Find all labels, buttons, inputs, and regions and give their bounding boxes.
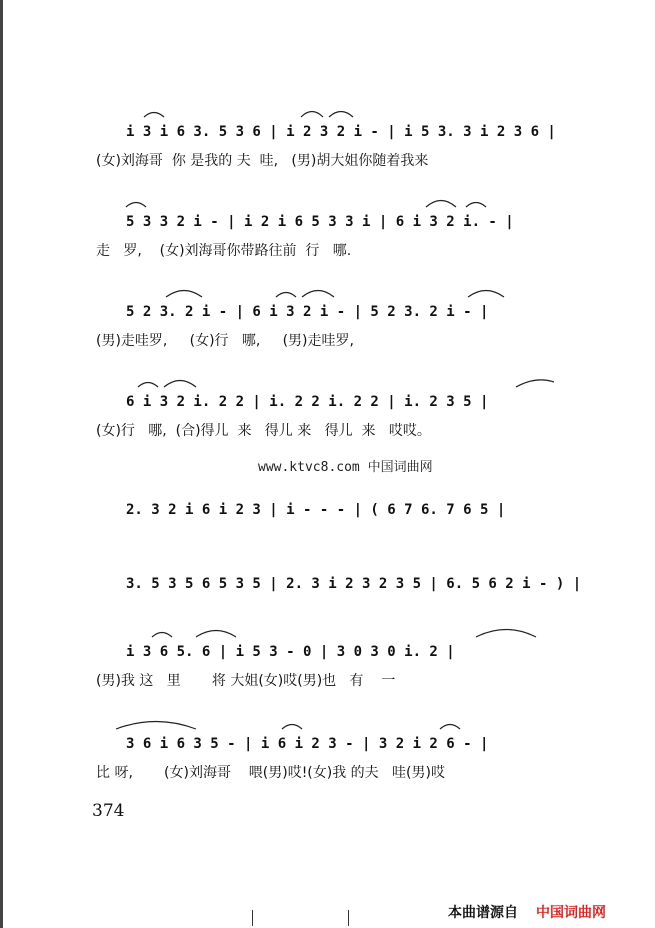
score-line-5 [96,478,566,538]
lyrics: 走 罗, (女)刘海哥你带路往前 行 哪. [96,243,352,259]
page-edge [0,0,3,928]
score-line-2 [96,190,566,259]
notation: 3 6 i 6 3 5 - | i 6 i 2 3 - | 3 2 i 2 6 - | [126,736,489,752]
notation: 2. 3 2 i 6 i 2 3 | i - - - | ( 6 7 6. 7 6 5 | [126,502,506,518]
footer-source-label: 本曲谱源自 [448,905,518,921]
lyrics: (男)走哇罗, (女)行 哪, (男)走哇罗, [96,333,354,349]
notation: 3. 5 3 5 6 5 3 5 | 2. 3 i 2 3 2 3 5 | 6. 5 6 2 i - ) | [126,576,582,592]
score-line-8 [96,712,566,781]
notation: 5 2 3. 2 i - | 6 i 3 2 i - | 5 2 3. 2 i - | [126,304,489,320]
lyrics: (女)行 哪, (合)得儿 来 得儿 来 得儿 来 哎哎。 [96,423,431,439]
crop-mark [252,910,253,926]
notation: i 3 6 5. 6 | i 5 3 - 0 | 3 0 3 0 i. 2 | [126,644,455,660]
footer [448,902,606,922]
lyrics: 比 呀, (女)刘海哥 喂(男)哎!(女)我 的夫 哇(男)哎 [96,765,445,781]
score-line-7 [96,620,566,689]
notation: 5 3 3 2 i - | i 2 i 6 5 3 3 i | 6 i 3 2 i. - | [126,214,514,230]
watermark: www.ktvc8.com 中国词曲网 [258,460,433,475]
score-line-6 [96,552,582,612]
score-line-3 [96,280,566,349]
score-line-1 [96,100,566,169]
footer-site-link[interactable]: 中国词曲网 [536,905,606,921]
notation: 6 i 3 2 i. 2 2 | i. 2 2 i. 2 2 | i. 2 3 5 | [126,394,489,410]
notation: i 3 i 6 3. 5 3 6 | i 2 3 2 i - | i 5 3. 3 i 2 3 6 | [126,124,556,140]
crop-mark [348,910,349,926]
lyrics: (女)刘海哥 你 是我的 夫 哇, (男)胡大姐你随着我来 [96,153,429,169]
lyrics: (男)我 这 里 将 大姐(女)哎(男)也 有 一 [96,673,396,689]
page-number: 374 [92,801,125,821]
score-line-4 [96,370,566,439]
